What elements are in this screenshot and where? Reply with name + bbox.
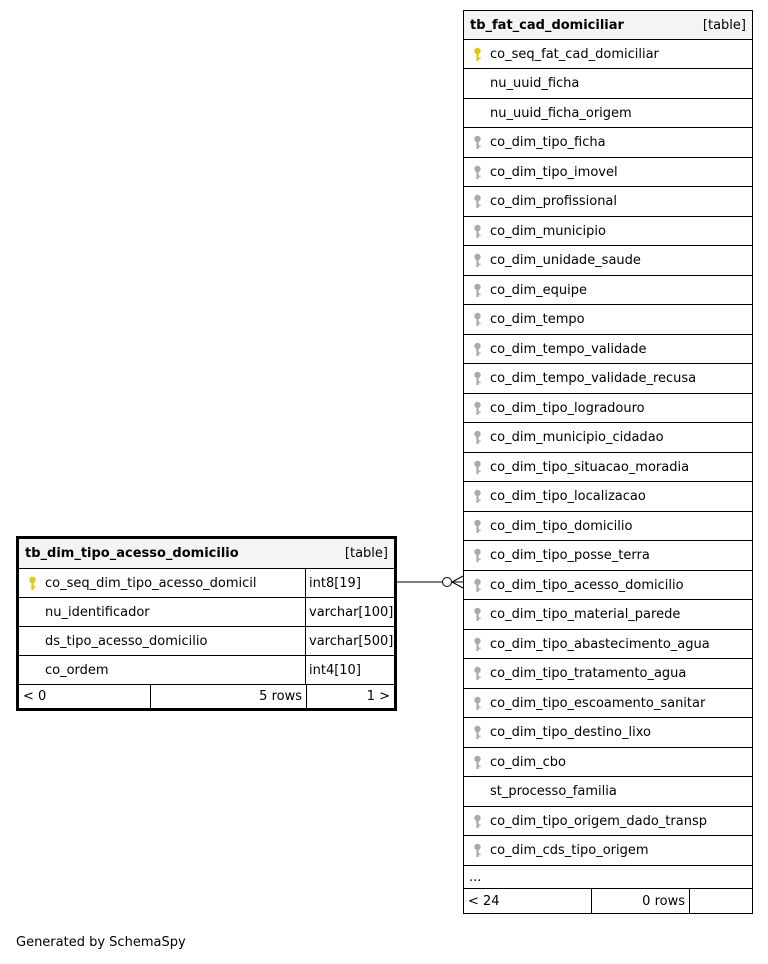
foreign-key-icon — [464, 548, 490, 563]
column-name: co_dim_tipo_domicilio — [490, 518, 633, 534]
foreign-key-icon — [464, 489, 490, 504]
foreign-key-icon — [464, 135, 490, 150]
footer-rows: 5 rows — [151, 685, 307, 708]
column-name: co_seq_dim_tipo_acesso_domicil — [45, 575, 257, 591]
column-type: varchar[100] — [305, 598, 394, 626]
footer-parents: < 0 — [19, 685, 151, 708]
column-name: co_seq_fat_cad_domiciliar — [490, 46, 659, 62]
column-name: co_dim_cbo — [490, 754, 566, 770]
foreign-key-icon — [464, 696, 490, 711]
foreign-key-icon — [464, 666, 490, 681]
table-footer — [464, 889, 752, 913]
column-row[interactable] — [464, 512, 752, 541]
table-header — [19, 539, 394, 569]
column-name: co_dim_tempo_validade_recusa — [490, 371, 697, 386]
table-header — [464, 11, 752, 40]
column-name: co_dim_tipo_imovel — [490, 164, 618, 180]
column-name: co_dim_tipo_origem_dado_transp — [490, 813, 707, 829]
generated-by-label: Generated by SchemaSpy — [16, 935, 186, 950]
column-name: co_dim_tipo_acesso_domicilio — [490, 577, 684, 593]
foreign-key-icon — [464, 224, 490, 239]
foreign-key-icon — [464, 253, 490, 268]
foreign-key-icon — [464, 814, 490, 829]
primary-key-icon — [464, 47, 490, 62]
foreign-key-icon — [464, 519, 490, 534]
columns-ellipsis: ... — [464, 866, 752, 889]
column-row[interactable] — [464, 571, 752, 600]
column-name: co_dim_unidade_saude — [490, 253, 641, 268]
column-row[interactable] — [464, 276, 752, 305]
table-kind: [table] — [702, 17, 746, 33]
column-name: nu_identificador — [45, 604, 150, 620]
column-name: co_dim_tipo_logradouro — [490, 400, 645, 416]
column-row[interactable] — [464, 777, 752, 807]
foreign-key-icon — [464, 755, 490, 770]
column-row[interactable] — [464, 217, 752, 246]
column-name: co_dim_tipo_escoamento_sanitar — [490, 695, 706, 711]
column-name: st_processo_familia — [490, 784, 617, 799]
column-type: int4[10] — [305, 656, 394, 684]
column-name: co_dim_tipo_material_parede — [490, 607, 681, 622]
column-row[interactable] — [464, 630, 752, 659]
foreign-key-icon — [464, 371, 490, 386]
column-name: co_dim_tipo_posse_terra — [490, 548, 650, 563]
foreign-key-icon — [464, 843, 490, 858]
column-name: co_dim_profissional — [490, 194, 618, 209]
column-name: co_dim_tipo_tratamento_agua — [490, 666, 687, 681]
column-name: nu_uuid_ficha_origem — [490, 105, 632, 121]
table-name: tb_fat_cad_domiciliar — [470, 17, 624, 33]
footer-children: 1 > — [366, 689, 390, 704]
primary-key-icon — [19, 576, 45, 591]
column-name: co_dim_tipo_localizacao — [490, 489, 646, 504]
column-row[interactable] — [464, 187, 752, 217]
column-name: co_dim_tipo_destino_lixo — [490, 725, 651, 740]
foreign-key-icon — [464, 637, 490, 652]
column-row[interactable] — [464, 482, 752, 512]
column-name: co_dim_municipio_cidadao — [490, 430, 664, 445]
column-row[interactable] — [464, 99, 752, 128]
column-name: co_dim_tipo_ficha — [490, 135, 606, 150]
footer-rows: 0 rows — [592, 889, 690, 913]
table-kind: [table] — [344, 546, 388, 561]
column-row[interactable] — [464, 659, 752, 689]
table-tb-fat-cad-domiciliar[interactable] — [463, 10, 753, 914]
column-row[interactable] — [464, 836, 752, 866]
footer-parents: < 24 — [464, 889, 592, 913]
table-name: tb_dim_tipo_acesso_domicilio — [25, 546, 239, 561]
foreign-key-icon — [464, 312, 490, 327]
column-row[interactable] — [464, 453, 752, 482]
column-row[interactable] — [464, 600, 752, 630]
foreign-key-icon — [464, 607, 490, 622]
foreign-key-icon — [464, 578, 490, 593]
column-row[interactable] — [464, 541, 752, 571]
column-name: co_dim_equipe — [490, 282, 587, 298]
table-tb-dim-tipo-acesso-domicilio[interactable] — [16, 536, 397, 711]
column-row[interactable] — [464, 158, 752, 187]
footer-children — [690, 889, 752, 913]
foreign-key-icon — [464, 725, 490, 740]
column-row[interactable] — [464, 748, 752, 777]
column-row[interactable] — [464, 246, 752, 276]
foreign-key-icon — [464, 430, 490, 445]
column-type: int8[19] — [305, 569, 394, 597]
table-footer — [19, 685, 394, 708]
foreign-key-icon — [464, 283, 490, 298]
column-row[interactable] — [464, 718, 752, 748]
column-row[interactable] — [19, 569, 394, 598]
column-row[interactable] — [464, 69, 752, 99]
column-row[interactable] — [464, 364, 752, 394]
foreign-key-icon — [464, 165, 490, 180]
column-row[interactable] — [464, 305, 752, 335]
column-row[interactable] — [464, 40, 752, 69]
column-row[interactable] — [19, 627, 394, 656]
column-name: nu_uuid_ficha — [490, 76, 580, 91]
column-row[interactable] — [464, 335, 752, 364]
column-name: ds_tipo_acesso_domicilio — [45, 633, 208, 649]
column-name: co_dim_tipo_situacao_moradia — [490, 459, 690, 475]
foreign-key-icon — [464, 342, 490, 357]
column-name: co_ordem — [45, 662, 109, 678]
column-name: co_dim_tipo_abastecimento_agua — [490, 636, 710, 652]
column-type: varchar[500] — [305, 627, 394, 655]
column-row[interactable] — [464, 394, 752, 423]
foreign-key-icon — [464, 460, 490, 475]
column-row[interactable] — [464, 807, 752, 836]
column-row[interactable] — [464, 689, 752, 718]
column-name: co_dim_cds_tipo_origem — [490, 843, 649, 858]
column-name: co_dim_tempo_validade — [490, 341, 647, 357]
column-row[interactable] — [19, 656, 394, 685]
column-row[interactable] — [19, 598, 394, 627]
column-row[interactable] — [464, 128, 752, 158]
foreign-key-icon — [464, 194, 490, 209]
foreign-key-icon — [464, 401, 490, 416]
column-row[interactable] — [464, 423, 752, 453]
column-name: co_dim_tempo — [490, 312, 585, 327]
column-name: co_dim_municipio — [490, 223, 606, 239]
